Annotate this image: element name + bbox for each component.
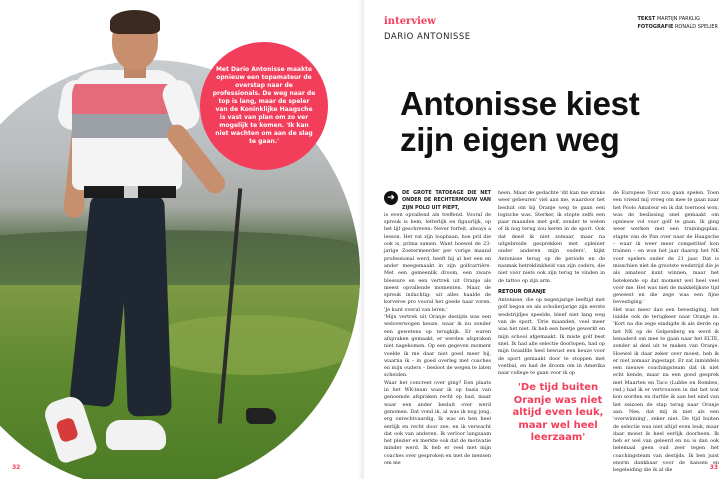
col1-paragraph-1: is even opvallend als treffend. Vooral de spreuk is hem, letterlijk en figuurlijk, op het lijf geschreven: Never forfeit, always a lesson. Het vat zijn loopbaan, hoe pril die ook is, prima samen. Want hoewel de 23-jarige Zoetermeerder per vorige maand professional werd, heeft hij al het een en ander meegemaakt in zijn golfcarrière. Met een gemeenlik droom, een zware blessure en een vertrek uit Oranje als meest opvallende momenten. Maar, de spreuk indachtig: uit alles haalde de korverse pro vooral het goede naar voren. 'Je kunt overal van leren.' <box>384 211 491 313</box>
golfer-shoe-right <box>106 420 166 450</box>
col1-paragraph-3: Waar het concreet over ging? Een plaats in het WK-team waar ik op basis van genoemde afspraken recht op had, maar waar een ander besluit over werd genomen. Dat vond ik, al was ik nog jong, erg onrechtvaardig. Ik was en ben heel eerlijk en recht door zee, en ik verwacht dat ook van anderen. Ik verloor langzaam het plezier en merkte ook dat de motivatie minder werd. Ik heb er veel met mijn coaches over gesproken en met de mensen om me <box>384 379 491 466</box>
intro-text: Met Dario Antonisse maakte opnieuw een topamateur de overstap naar de professionals. De weg naar de top is lang, maar de speler van de Koninklijke Haagsche is vast van plan om zo ver mogelijk te komen. 'Ik kan niet wachten om aan de slag te gaan.' <box>212 66 316 145</box>
credit-photo-label: FOTOGRAFIE <box>637 23 674 30</box>
headline-line-2: zijn eigen weg <box>400 121 620 158</box>
credit-photo <box>638 24 718 32</box>
page-number-left: 32 <box>12 464 21 471</box>
intro-circle <box>200 42 328 170</box>
golfer-leg-right <box>120 195 172 416</box>
credit-text-label: TEKST <box>637 16 656 22</box>
golfer-hair <box>110 10 160 34</box>
headline-line-1: Antonisse kiest <box>400 85 640 122</box>
article-column-3 <box>613 190 719 475</box>
credit-photo-name: RONALD SPELIER <box>674 23 718 30</box>
lead-text: DE GROTE TATOEAGE DIE NET ONDER DE RECHTERMOUW VAN ZIJN POLO UIT PIEPT, <box>402 190 491 211</box>
credits <box>638 16 718 31</box>
headline <box>400 86 720 158</box>
page-number-right: 33 <box>709 464 718 471</box>
col3-paragraph-2: Het was meer dan een bevestiging, het luidde ook de terugkeer naar Oranje in. 'Kort na die zege eindigde ik als derde op het NK op de Golpenberg en werd ik benaderd om mee te gaan naar het ELTE, zonder al deel uit te maken van Oranje. Hoewel ik daar zeker over moest, heb ik er niet zomaar ingestapt. Er zat inmiddels een nieuwe coachingsteam dat ik niet echt kende, maar na een goed gesprek met Maarten en Taco (Lubbe en Rombes, red.) had ik er vertrouwen in dat het wat kon worden en durfde ik aan het eind van het seizoen de stap terug naar Oranje aan. Nee, dat mij ik niet als een 'overwinning', zeker niet. De tijd buiten de selectie was niet altijd even leuk, maar daar moest ik heel eerlijk doorheen. Ik heb er wel van geleerd en nu is dan ook helemaal geen oud zeer tegen het coachingsteam van destijds. Ik ben juist enorm dankbaar voor de kansen en begeleiding die ik al die <box>613 306 719 474</box>
golf-club-shaft <box>218 188 243 423</box>
lead-wrap <box>384 190 491 212</box>
subhead-retour-oranje: RETOUR ORANJE <box>498 288 546 295</box>
article-column-2 <box>498 190 605 377</box>
pull-quote: 'De tijd buiten Oranje was niet altijd even leuk, maar wel heel leerzaam' <box>512 382 604 443</box>
col3-paragraph-1: de Europese Tour zou gaan spelen. Toen een vriend mij vroeg om mee te gaan naar het Poolo Amateur en ik dat toernooi won, was de beslissing snel gemaakt om opnieuw vol voor golf te gaan. Ik ging weer werken met een trainingsplan, stapte van de Pan over naar de Haagsche – waar ik weer meer competitief kon trainen – en won het jaar daarop het NK voor spelers onder de 21 jaar. Dat is misschien niet de grootste wedstrijd die je als amateur kunt winnen, maar het betekende op dat moment wel heel veel voor me. Het was niet de makkelijkste tijd geweest en die zege was een fijne bevestiging.' <box>613 190 719 306</box>
credit-text <box>638 16 718 24</box>
credit-text-name: MARTIJN PARKLIG <box>656 16 701 22</box>
section-subkicker: DARIO ANTONISSE <box>384 32 471 42</box>
article-column-1 <box>384 190 491 467</box>
col1-paragraph-2: 'Mijn vertrek uit Oranje destijds was een weloverwogen keuze, waar ik nu zonder een gewetens op terugkijk. Er waren afspraken gemaakt, er werden afspraken niet nagekomen. Op een gegeven moment voelde ik me daar niet goed meer bij, waarna ik – in goed overleg met coaches en mijn ouders – besloot de wegen te laten scheiden. <box>384 314 491 379</box>
col2-paragraph-1: heen. Maar de gedachte 'dit kan me straks weer gebeuren' viel aan me, waardoor het besluit om bij Oranje weg te gaan een logische was. Sterker, ik stopte zelfs een paar maanden met golf, zonder te weten of ik nog terug zou keren in de sport. Ook dat deed ik niet zomaar, maar na uitgebreide gesprekken met opleiner onder anderen mijn ouders', kijkt Antonisse terug op de periode en de nasmak betreklinkheid van zijn coders, die niet voor niets ook zijn terug te vinden in de tattoo op zijn arm. <box>498 190 605 284</box>
col2-paragraph-2: Antonisse, die op negenjarige leeftijd met golf begon en als scholierjarige zijn eerste wedstrijdjes speelde, bleef niet lang weg van de sport. 'Drie maanden, veel meer was het niet. Ik heb een beetje gewerkt en mijn school afgemaakt. Ik miste golf best snel. Ik had alle selectie doorlopen, had op mijn twaalfde heel bewust een keuze voor de sport gemaakt door te stoppen met voetbal, en had de droom om in Amerika naar college te gaan voor ik op <box>498 297 605 377</box>
section-kicker: interview <box>384 16 436 27</box>
arrow-right-icon: ➜ <box>384 191 398 205</box>
golfer-belt-buckle <box>124 186 138 198</box>
right-page <box>364 0 728 479</box>
golf-club-head <box>246 408 276 424</box>
